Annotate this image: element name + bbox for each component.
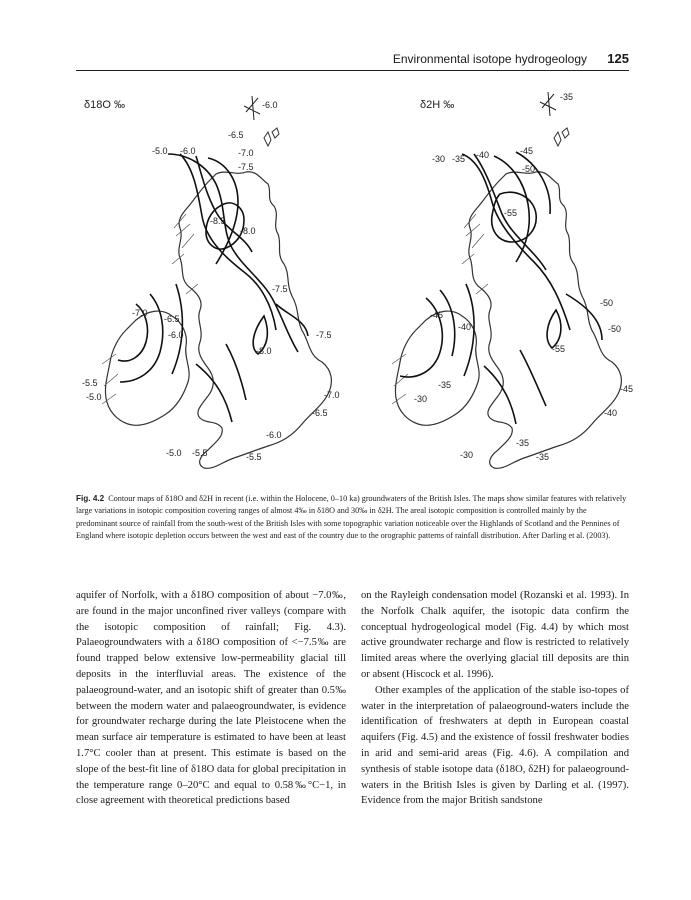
left-contour-label: -5.0 [152, 146, 168, 156]
figure-caption [76, 493, 629, 542]
right-contour-label: -30 [432, 154, 446, 164]
figure-label: Fig. 4.2 [76, 494, 105, 503]
left-contour-label: -6.0 [180, 146, 196, 156]
left-contour-label: -7.0 [132, 308, 148, 318]
left-contour-label: -6.0 [266, 430, 282, 440]
right-contour-label: -35 [536, 452, 550, 462]
left-map-title: δ18O ‰ [84, 99, 125, 111]
right-contour-label: -35 [452, 154, 466, 164]
left-contour-label: -5.0 [86, 392, 102, 402]
left-contour-label: -6.0 [262, 100, 278, 110]
right-contour-label: -40 [458, 322, 472, 332]
right-contour-label: -40 [604, 408, 618, 418]
figure-maps [76, 84, 634, 484]
right-contour-label: -50 [522, 164, 536, 174]
left-contour-label: -6.5 [228, 130, 244, 140]
left-contour-label: -7.0 [238, 148, 254, 158]
left-contour-label: -5.5 [246, 452, 262, 462]
left-contour-label: -7.5 [272, 284, 288, 294]
left-contour-label: -5.0 [166, 448, 182, 458]
page-number: 125 [607, 51, 629, 66]
left-contour-label: -8.0 [240, 226, 256, 236]
body-paragraph: Other examples of the application of the stable iso-topes of water in the interpretation of palaeoground-waters include the identification of freshwaters at depth in European coastal aquifers (Fig. 4.5) and the existence of fossil freshwater bodies in arid and semi-arid areas (Fig. 4.6). A compilation and synthesis of stable isotope data (δ18O, δ2H) for palaeoground-waters in the British Isles is given by Darling et al. (1997). Evidence from the major British sandstone [361, 684, 629, 807]
left-contour-label: -6.5 [312, 408, 328, 418]
body-left-column [76, 588, 346, 809]
left-contour-label: -8.5 [210, 216, 226, 226]
right-map-title: δ2H ‰ [420, 99, 455, 111]
right-contour-label: -50 [608, 324, 622, 334]
right-contour-label: -50 [600, 298, 614, 308]
running-title: Environmental isotope hydrogeology [392, 52, 587, 66]
left-contour-label: -6.0 [168, 330, 184, 340]
left-contour-label: -7.0 [324, 390, 340, 400]
right-contour-map [392, 92, 633, 468]
running-header [76, 50, 629, 71]
left-contour-label: -8.0 [256, 346, 272, 356]
right-contour-label: -45 [520, 146, 534, 156]
left-contour-label: -5.5 [192, 448, 208, 458]
left-contour-label: -6.5 [164, 314, 180, 324]
right-contour-label: -35 [560, 92, 574, 102]
left-contour-label: -7.5 [238, 162, 254, 172]
right-contour-label: -55 [504, 208, 518, 218]
body-paragraph: aquifer of Norfolk, with a δ18O composition of about −7.0‰, are found in the major unconfined river valleys (compare with the isotopic composition of rainfall; Fig. 4.3). Palaeogroundwaters with a δ18O composition of <−7.5‰ are found trapped below extensive low-permeability glacial till deposits in the interfluvial areas. The existence of the palaeoground-water, and an isotopic shift of greater than 0.5‰ between the modern water and palaeogroundwater, is evidence for groundwater recharge during the late Pleistocene when the mean surface air temperature is estimated to have been at least 1.7°C cooler than at present. This estimate is based on the slope of the best-fit line of δ18O data for global precipitation in the temperature range 0–20°C and equal to 0.58‰°C−1, in close agreement with theoretical predictions based [76, 590, 346, 807]
left-contour-label: -5.5 [82, 378, 98, 388]
right-contour-label: -45 [430, 310, 444, 320]
caption-text: Contour maps of δ18O and δ2H in recent (i.e. within the Holocene, 0–10 ka) groundwaters of the British Isles. The maps show similar features with relatively large variations in isotopic composition covering ranges of almost 4‰ in δ18O and 30‰ in δ2H. The areal isotopic composition is controlled mainly by the predominant source of rainfall from the south-west of the British Isles with some topographic variation noticeable over the Highlands of Scotland and the Pennines of England where isotopic depletion occurs between the west and east of the country due to the orographic patterns of rainfall distribution. After Darling et al. (2003). [76, 494, 627, 540]
right-contour-label: -55 [552, 344, 566, 354]
right-contour-label: -40 [476, 150, 490, 160]
right-contour-label: -30 [460, 450, 474, 460]
right-contour-label: -30 [414, 394, 428, 404]
body-paragraph: on the Rayleigh condensation model (Rozanski et al. 1993). In the Norfolk Chalk aquifer, the isotopic data confirm the conceptual hydrogeological model (Fig. 4.4) by which most active groundwater recharge and flow is restricted to relatively limited areas where the overlying glacial till deposits are thin or absent (Hiscock et al. 1996). [361, 590, 629, 680]
left-contour-map [82, 96, 340, 468]
right-contour-label: -45 [620, 384, 634, 394]
right-contour-label: -35 [516, 438, 530, 448]
right-contour-label: -35 [438, 380, 452, 390]
left-contour-label: -7.5 [316, 330, 332, 340]
body-right-column [361, 588, 629, 809]
